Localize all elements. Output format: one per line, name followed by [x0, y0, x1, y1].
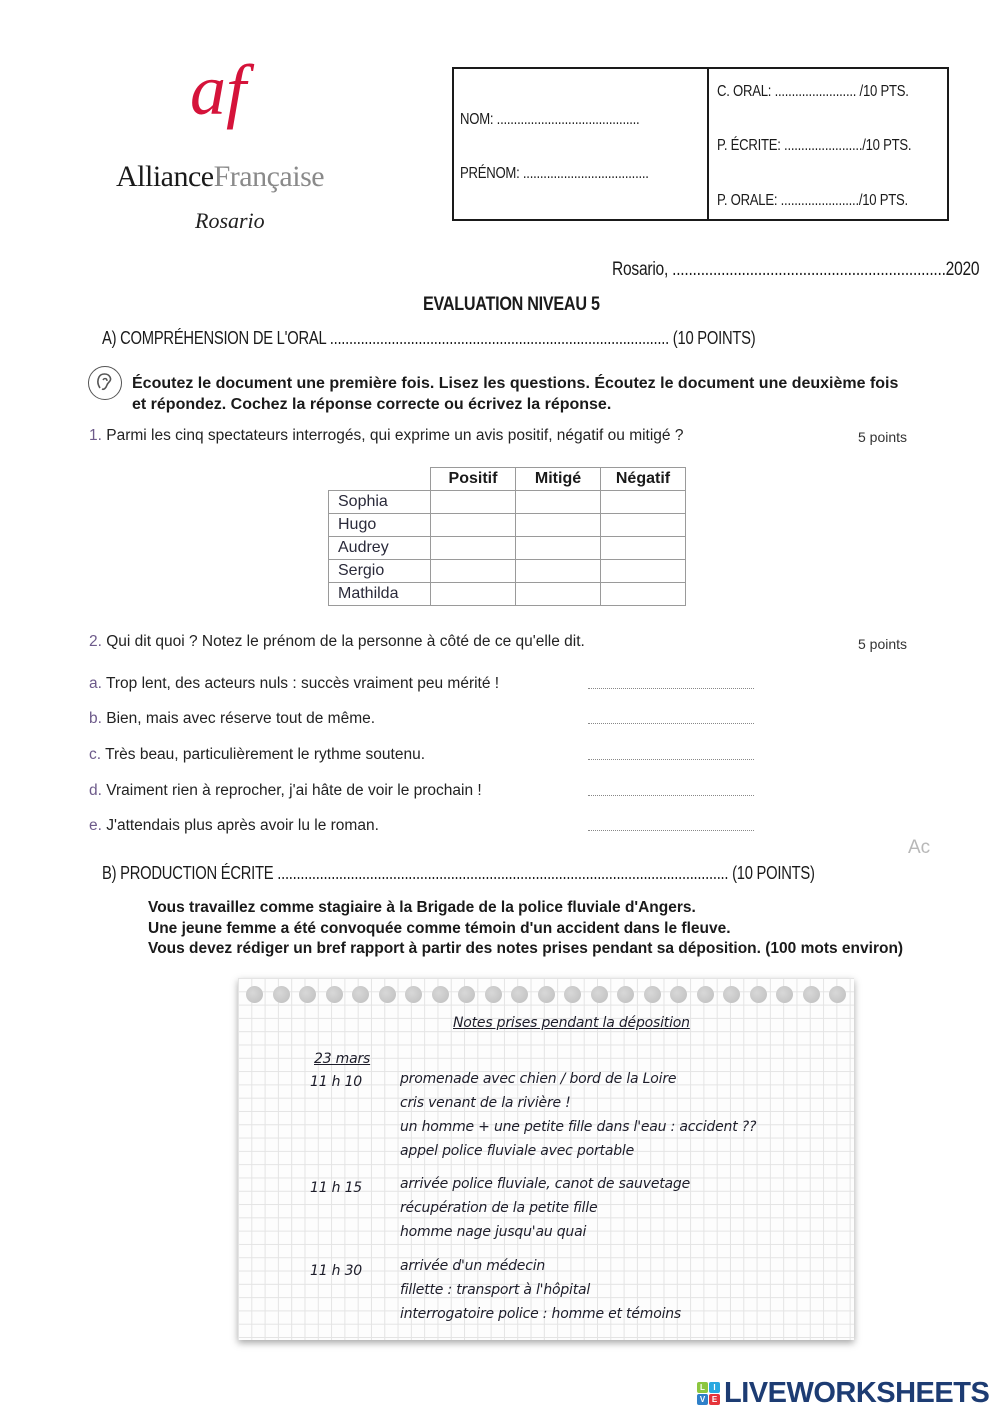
answer-cell[interactable]	[431, 537, 516, 560]
table-corner	[329, 468, 431, 491]
statement-c: c. Très beau, particulièrement le rythme soutenu.	[89, 746, 426, 763]
entry-time: 11 h 30	[310, 1263, 363, 1279]
question-2-number: 2.	[89, 633, 102, 650]
date-line[interactable]: Rosario, ...................................................................2020	[612, 259, 980, 280]
answer-cell[interactable]	[601, 491, 686, 514]
entry-time: 11 h 15	[310, 1180, 363, 1196]
answer-blank-d[interactable]	[588, 795, 754, 796]
live-badge-icon: L I V E	[697, 1382, 720, 1405]
row-name: Mathilda	[329, 583, 431, 606]
answer-blank-c[interactable]	[588, 759, 754, 760]
svg-text:af: af	[190, 52, 247, 130]
entry-line: appel police fluviale avec portable	[400, 1143, 634, 1159]
column-positif: Positif	[431, 468, 516, 491]
statement-a: a. Trop lent, des acteurs nuls : succès vraiment peu mérité !	[89, 675, 500, 692]
table-header-row	[329, 468, 686, 491]
table-row	[329, 583, 686, 606]
answer-cell[interactable]	[516, 560, 601, 583]
liveworksheets-logo[interactable]	[697, 1377, 989, 1410]
answer-cell[interactable]	[516, 491, 601, 514]
activation-watermark: Ac	[908, 837, 931, 858]
section-a-heading: A) COMPRÉHENSION DE L'ORAL ........................................................................................ (10 POINTS)	[102, 328, 756, 348]
answer-cell[interactable]	[601, 537, 686, 560]
instructions-line-2: et répondez. Cochez la réponse correcte ou écrivez la réponse.	[132, 396, 612, 413]
writing-task	[148, 898, 903, 960]
row-name: Audrey	[329, 537, 431, 560]
entry-line: cris venant de la rivière !	[400, 1095, 571, 1111]
score-comprehension-orale[interactable]: C. ORAL: ........................ /10 PTS.	[717, 83, 909, 100]
question-1-number: 1.	[89, 427, 102, 444]
answer-blank-a[interactable]	[588, 688, 754, 689]
instructions-line-1: Écoutez le document une première fois. Lisez les questions. Écoutez le document une deuxième fois	[132, 375, 899, 392]
entry-time: 11 h 10	[310, 1074, 363, 1090]
entry-line: homme nage jusqu'au quai	[400, 1224, 587, 1240]
page-title: EVALUATION NIVEAU 5	[423, 294, 600, 315]
logo-alliance: Alliance	[116, 160, 214, 193]
score-production-orale[interactable]: P. ORALE: ......................./10 PTS.	[717, 192, 908, 209]
alliance-francaise-monogram-icon	[190, 52, 280, 132]
answer-cell[interactable]	[601, 560, 686, 583]
question-1	[89, 427, 683, 445]
answer-cell[interactable]	[516, 514, 601, 537]
liveworksheets-wordmark: LIVEWORKSHEETS	[724, 1377, 990, 1409]
question-2-points: 5 points	[858, 636, 908, 652]
notes-title: Notes prises pendant la déposition	[453, 1015, 690, 1031]
nom-field[interactable]: NOM: ..........................................	[460, 111, 640, 128]
table-row	[329, 491, 686, 514]
prenom-field[interactable]: PRÉNOM: .....................................	[460, 165, 649, 182]
answer-cell[interactable]	[601, 583, 686, 606]
logo-city: Rosario	[195, 208, 265, 233]
table-row	[329, 560, 686, 583]
entry-line: fillette : transport à l'hôpital	[400, 1282, 591, 1298]
table-row	[329, 514, 686, 537]
entry-line: promenade avec chien / bord de la Loire	[400, 1071, 677, 1087]
listening-instructions	[132, 373, 922, 415]
score-panel	[709, 69, 947, 219]
answer-cell[interactable]	[431, 583, 516, 606]
notes-date: 23 mars	[314, 1051, 371, 1067]
statement-e: e. J'attendais plus après avoir lu le roman.	[89, 817, 379, 834]
row-name: Sophia	[329, 491, 431, 514]
row-name: Sergio	[329, 560, 431, 583]
entry-line: arrivée police fluviale, canot de sauvetage	[400, 1176, 691, 1192]
logo-francaise: Française	[213, 160, 325, 193]
statement-b: b. Bien, mais avec réserve tout de même.	[89, 710, 376, 727]
ear-icon	[88, 366, 122, 400]
question-2	[89, 633, 585, 651]
answer-cell[interactable]	[431, 491, 516, 514]
entry-line: un homme + une petite fille dans l'eau : accident ??	[400, 1119, 757, 1135]
entry-line: récupération de la petite fille	[400, 1200, 598, 1216]
task-line-2: Une jeune femme a été convoquée comme témoin d'un accident dans le fleuve.	[148, 919, 731, 937]
answer-cell[interactable]	[516, 537, 601, 560]
task-line-1: Vous travaillez comme stagiaire à la Brigade de la police fluviale d'Angers.	[148, 899, 696, 916]
question-1-text: Parmi les cinq spectateurs interrogés, qui exprime un avis positif, négatif ou mitigé ?	[101, 427, 684, 444]
question-1-points: 5 points	[858, 429, 908, 445]
section-b-heading: B) PRODUCTION ÉCRITE ..................................................................................................................... (10 POINTS)	[102, 863, 815, 883]
answer-blank-b[interactable]	[588, 723, 754, 724]
score-production-ecrite[interactable]: P. ÉCRITE: ......................./10 PTS.	[717, 137, 912, 154]
answer-cell[interactable]	[601, 514, 686, 537]
opinion-table	[328, 467, 686, 606]
student-name-panel	[454, 69, 709, 219]
entry-line: arrivée d'un médecin	[400, 1258, 546, 1274]
column-mitige: Mitigé	[516, 468, 601, 491]
answer-cell[interactable]	[431, 560, 516, 583]
task-line-3: Vous devez rédiger un bref rapport à partir des notes prises pendant sa déposition. (100 mots environ)	[148, 940, 904, 957]
answer-blank-e[interactable]	[588, 830, 754, 831]
student-info-box	[452, 67, 949, 221]
answer-cell[interactable]	[431, 514, 516, 537]
answer-cell[interactable]	[516, 583, 601, 606]
column-negatif: Négatif	[601, 468, 686, 491]
question-2-text: Qui dit quoi ? Notez le prénom de la personne à côté de ce qu'elle dit.	[101, 633, 585, 650]
handwritten-notes-image	[238, 978, 854, 1340]
logo-wordmark	[116, 160, 324, 194]
row-name: Hugo	[329, 514, 431, 537]
entry-line: interrogatoire police : homme et témoins	[400, 1306, 682, 1322]
table-row	[329, 537, 686, 560]
binder-holes	[246, 986, 846, 1003]
statement-d: d. Vraiment rien à reprocher, j'ai hâte de voir le prochain !	[89, 782, 482, 799]
